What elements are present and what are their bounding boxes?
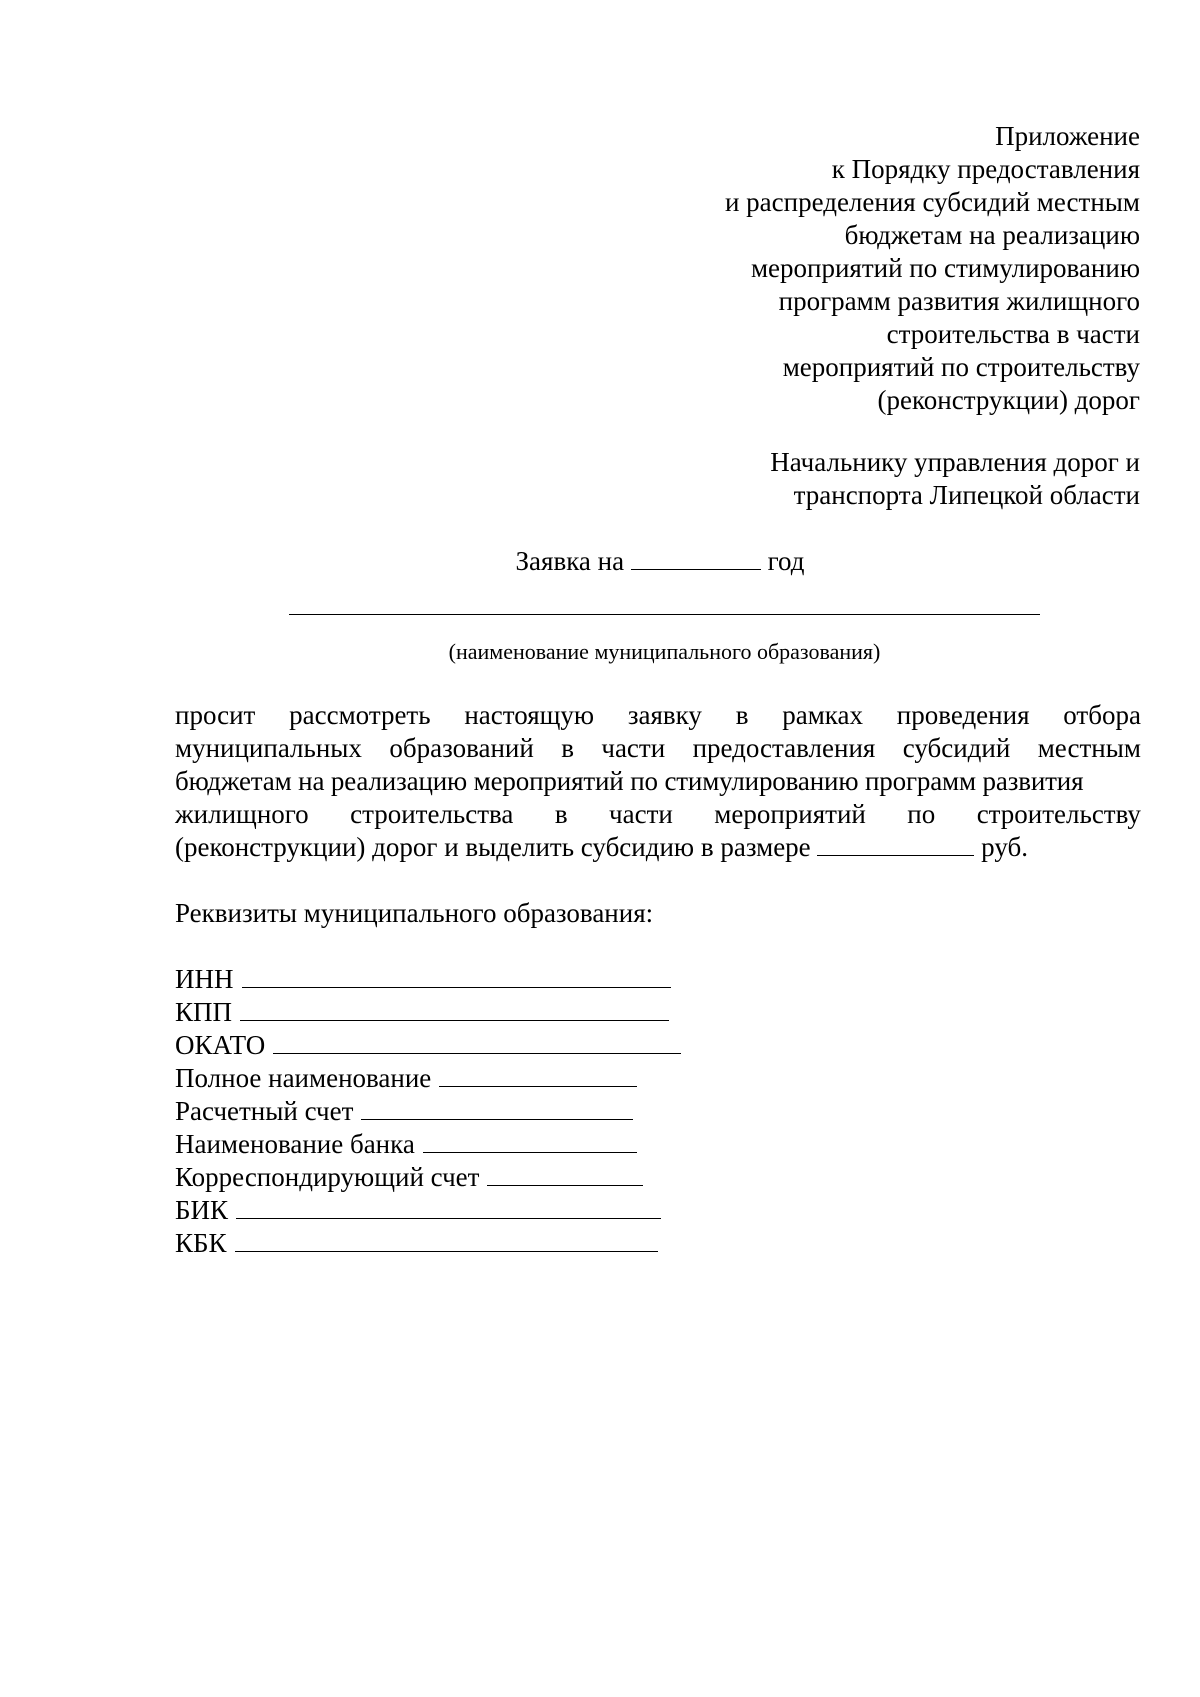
field-label: ИНН — [175, 964, 234, 994]
addressee-line: Начальнику управления дорог и — [770, 447, 1140, 477]
requisite-row-kbk — [175, 1227, 875, 1260]
word: строительству — [976, 799, 1141, 829]
field-label: КБК — [175, 1228, 227, 1258]
field-blank — [236, 1194, 661, 1219]
field-blank — [439, 1062, 637, 1087]
appendix-line: мероприятий по строительству — [782, 352, 1140, 382]
requisite-row-kpp — [175, 996, 875, 1029]
word: части — [609, 799, 673, 829]
requisite-row-full-name — [175, 1062, 875, 1095]
field-blank — [235, 1227, 658, 1252]
appendix-block — [520, 120, 1140, 417]
requisites-title: Реквизиты муниципального образования: — [175, 898, 654, 928]
field-label: КПП — [175, 997, 233, 1027]
word: образований — [389, 733, 534, 763]
word: строительства — [350, 799, 514, 829]
appendix-line: (реконструкции) дорог — [877, 385, 1140, 415]
field-label: ОКАТО — [175, 1030, 266, 1060]
field-label: БИК — [175, 1195, 229, 1225]
municipality-caption: (наименование муниципального образования) — [448, 639, 881, 664]
field-label: Корреспондирующий счет — [175, 1162, 480, 1192]
requisite-row-inn — [175, 963, 875, 996]
word: в — [554, 799, 568, 829]
request-paragraph — [175, 699, 1141, 864]
word: муниципальных — [175, 733, 362, 763]
field-blank — [423, 1128, 637, 1153]
word: предоставления — [692, 733, 876, 763]
appendix-line: Приложение — [995, 121, 1140, 151]
field-blank — [242, 963, 671, 988]
word: жилищного — [175, 799, 309, 829]
word: рамках — [782, 700, 863, 730]
paragraph-line — [175, 831, 1141, 864]
appendix-line: мероприятий по стимулированию — [750, 253, 1140, 283]
appendix-line: бюджетам на реализацию — [844, 220, 1140, 250]
word: в — [735, 700, 749, 730]
paragraph-line: бюджетам на реализацию мероприятий по стимулированию программ развития — [175, 766, 1084, 796]
field-blank — [361, 1095, 633, 1120]
paragraph-line — [175, 732, 1141, 765]
word: субсидий — [902, 733, 1011, 763]
word: по — [907, 799, 936, 829]
field-label: Полное наименование — [175, 1063, 432, 1093]
requisite-row-corr-account — [175, 1161, 875, 1194]
paragraph-line — [175, 699, 1141, 732]
appendix-line: строительства в части — [886, 319, 1140, 349]
title-prefix: Заявка на — [515, 546, 625, 576]
appendix-line: программ развития жилищного — [778, 286, 1140, 316]
requisites-list — [175, 963, 875, 1260]
addressee-line: транспорта Липецкой области — [793, 480, 1140, 510]
field-blank — [487, 1161, 643, 1186]
paragraph-line — [175, 798, 1141, 831]
requisite-row-account — [175, 1095, 875, 1128]
field-label: Расчетный счет — [175, 1096, 354, 1126]
amount-prefix: (реконструкции) дорог и выделить субсидию в размере — [175, 832, 811, 862]
municipality-name-line — [289, 614, 1040, 615]
word: в — [561, 733, 574, 763]
appendix-line: и распределения субсидий местным — [724, 187, 1140, 217]
field-blank — [273, 1029, 681, 1054]
word: проведения — [896, 700, 1030, 730]
year-blank — [631, 545, 761, 570]
word: заявку — [627, 700, 702, 730]
requisite-row-bank — [175, 1128, 875, 1161]
word: настоящую — [464, 700, 595, 730]
document-title — [0, 545, 1200, 578]
word: отбора — [1063, 700, 1141, 730]
amount-blank — [817, 831, 974, 856]
appendix-line: к Порядку предоставления — [831, 154, 1140, 184]
word: рассмотреть — [289, 700, 431, 730]
word: мероприятий — [714, 799, 866, 829]
addressee-block — [520, 446, 1140, 512]
requisite-row-okato — [175, 1029, 875, 1062]
field-label: Наименование банка — [175, 1129, 415, 1159]
word: части — [601, 733, 666, 763]
requisite-row-bik — [175, 1194, 875, 1227]
word: просит — [175, 700, 256, 730]
field-blank — [240, 996, 669, 1021]
amount-suffix: руб. — [981, 832, 1028, 862]
title-suffix: год — [767, 546, 805, 576]
word: местным — [1037, 733, 1141, 763]
